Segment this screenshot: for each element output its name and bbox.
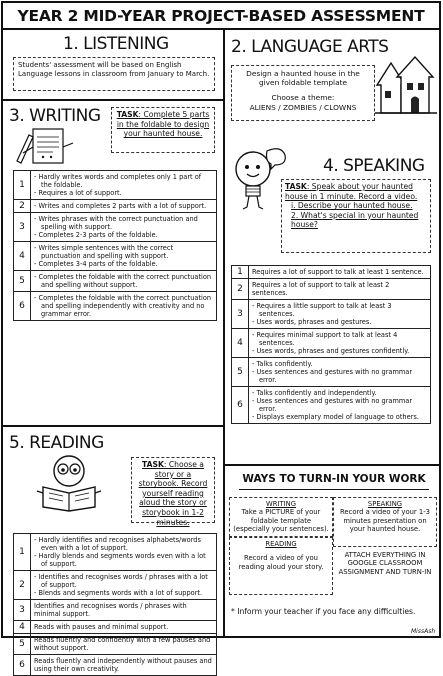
speaking-task-q1: i. Describe your haunted house. <box>291 201 413 211</box>
rubric-description <box>249 329 431 358</box>
rubric-criterion: - Requires minimal support to talk at least 4 sentences. <box>252 331 398 347</box>
rubric-criterion: Reads fluently and confidently with a few pauses and without support. <box>34 636 211 652</box>
rubric-level: 4 <box>232 329 249 358</box>
rubric-description <box>249 387 431 424</box>
rubric-criterion: - Completes 2-3 parts of the foldable. <box>34 231 158 239</box>
reading-task-label: TASK <box>142 460 164 469</box>
rubric-row <box>14 271 217 292</box>
haunted-house-icon <box>375 55 437 115</box>
reading-task-text: : Choose a story or a storybook. Record yourself reading aloud the story or storybook in 1-2 minutes. <box>138 460 208 527</box>
writing-rubric <box>13 170 217 321</box>
rubric-row <box>232 279 431 300</box>
rubric-criterion: - Hardly blends and segments words even with a lot of support. <box>34 552 206 568</box>
rubric-criterion: - Hardly identifies and recognises alphabets/words even with a lot of support. <box>34 536 201 552</box>
speaking-task-label: TASK <box>285 182 307 191</box>
rubric-criterion: - Writes and completes 2 parts with a lot of support. <box>34 202 207 210</box>
rubric-criterion: - Talks confidently. <box>252 360 313 368</box>
rubric-description <box>31 634 217 655</box>
language-arts-line1: Design a haunted house in the given foldable template <box>246 69 360 88</box>
rubric-criterion: Reads with pauses and minimal support. <box>34 623 169 631</box>
rubric-criterion: - Uses words, phrases and gestures confidently. <box>252 347 410 355</box>
rubric-description <box>31 292 217 321</box>
rubric-row <box>14 534 217 571</box>
ways-note: * Inform your teacher if you face any difficulties. <box>231 607 416 616</box>
writing-task-text: : Complete 5 parts in the foldable to design your haunted house. <box>116 110 210 139</box>
rubric-row <box>232 387 431 424</box>
speaking-task-text: : Speak about your haunted house in 1 minute. Record a video. <box>285 182 418 201</box>
rubric-description <box>249 266 431 279</box>
divider-speaking <box>223 464 439 466</box>
rubric-description <box>249 279 431 300</box>
speaking-rubric <box>231 265 431 424</box>
page-title: YEAR 2 MID-YEAR PROJECT-BASED ASSESSMENT <box>3 3 439 30</box>
divider-main <box>223 99 225 466</box>
rubric-description <box>249 300 431 329</box>
rubric-level: 3 <box>14 213 31 242</box>
rubric-criterion: - Uses words, phrases and gestures. <box>252 318 372 326</box>
rubric-row <box>14 171 217 200</box>
divider-lower <box>223 425 225 636</box>
reading-title: 5. READING <box>9 433 104 453</box>
rubric-level: 2 <box>14 571 31 600</box>
rubric-criterion: - Completes the foldable with the correct punctuation and spelling without support. <box>34 273 212 289</box>
rubric-level: 2 <box>232 279 249 300</box>
rubric-description <box>31 200 217 213</box>
rubric-row <box>14 600 217 621</box>
reading-rubric <box>13 533 217 676</box>
rubric-row <box>232 300 431 329</box>
rubric-row <box>14 655 217 676</box>
writing-title: 3. WRITING <box>9 106 101 126</box>
rubric-description <box>31 655 217 676</box>
ways-writing-box <box>229 497 333 537</box>
rubric-level: 1 <box>14 534 31 571</box>
rubric-row <box>14 571 217 600</box>
rubric-level: 4 <box>14 621 31 634</box>
rubric-criterion: - Uses sentences and gestures with no grammar error. <box>252 397 413 413</box>
language-arts-box <box>231 65 375 121</box>
language-arts-title: 2. LANGUAGE ARTS <box>231 37 389 57</box>
language-arts-themes: ALIENS / ZOMBIES / CLOWNS <box>249 102 357 112</box>
ways-reading-box <box>229 537 333 595</box>
divider-top <box>223 30 225 100</box>
rubric-criterion: Requires a lot of support to talk at least 1 sentence. <box>252 268 424 276</box>
rubric-row <box>14 242 217 271</box>
ways-reading-head: READING <box>265 540 297 548</box>
brand-signature: MissAsh <box>411 628 436 635</box>
rubric-description <box>31 242 217 271</box>
rubric-level: 5 <box>14 271 31 292</box>
rubric-criterion: - Blends and segments words with a lot of support. <box>34 589 203 597</box>
assessment-page <box>1 1 441 673</box>
listening-text: Students' assessment will be based on English Language lessons in classroom from January to March. <box>13 57 215 91</box>
rubric-description <box>31 271 217 292</box>
rubric-level: 6 <box>14 292 31 321</box>
speaking-title: 4. SPEAKING <box>323 156 425 176</box>
rubric-row <box>14 292 217 321</box>
rubric-criterion: - Writes phrases with the correct punctuation and spelling with support. <box>34 215 198 231</box>
rubric-level: 1 <box>232 266 249 279</box>
rubric-criterion: - Displays exemplary model of language to others. <box>252 413 419 421</box>
ways-attach-box <box>333 547 437 595</box>
reading-task <box>131 457 215 527</box>
rubric-row <box>232 266 431 279</box>
rubric-description <box>31 600 217 621</box>
rubric-criterion: - Requires a lot of support. <box>34 189 122 197</box>
ways-attach-text: ATTACH EVERYTHING IN GOOGLE CLASSROOM ASSIGNMENT AND TURN-IN <box>338 551 432 576</box>
ways-underline <box>239 489 429 490</box>
rubric-row <box>14 200 217 213</box>
rubric-level: 6 <box>14 655 31 676</box>
rubric-criterion: Identifies and recognises words / phrases with minimal support. <box>34 602 187 618</box>
ways-writing-head: WRITING <box>266 500 296 508</box>
rubric-description <box>31 571 217 600</box>
rubric-level: 3 <box>14 600 31 621</box>
rubric-description <box>31 213 217 242</box>
rubric-description <box>249 358 431 387</box>
rubric-criterion: - Uses sentences and gestures with no grammar error. <box>252 368 413 384</box>
rubric-level: 5 <box>232 358 249 387</box>
ways-writing-text: Take a PICTURE of your foldable template (especially your sentences). <box>233 508 329 534</box>
ways-title: WAYS TO TURN-IN YOUR WORK <box>242 473 426 485</box>
rubric-level: 3 <box>232 300 249 329</box>
rubric-level: 4 <box>14 242 31 271</box>
rubric-level: 5 <box>14 634 31 655</box>
rubric-criterion: - Requires a little support to talk at least 3 sentences. <box>252 302 392 318</box>
rubric-row <box>14 634 217 655</box>
pencil-paper-character-icon <box>13 127 77 167</box>
ways-reading-text: Record a video of you reading aloud your story. <box>238 554 324 571</box>
rubric-row <box>232 329 431 358</box>
reading-character-icon <box>23 455 115 511</box>
rubric-criterion: - Talks confidently and independently. <box>252 389 377 397</box>
rubric-description <box>31 171 217 200</box>
language-arts-line2: Choose a theme: <box>271 93 335 103</box>
speaking-task <box>281 179 431 253</box>
rubric-criterion: Reads fluently and independently without pauses and using their own creativity. <box>34 657 212 673</box>
ways-speaking-text: Record a video of your 1-3 minutes presentation on your haunted house. <box>340 508 430 534</box>
rubric-criterion: - Completes the foldable with the correct punctuation and spelling independently with creativity and no grammar error. <box>34 294 212 318</box>
rubric-row <box>14 621 217 634</box>
rubric-criterion: - Writes simple sentences with the correct punctuation and spelling with support. <box>34 244 174 260</box>
rubric-level: 2 <box>14 200 31 213</box>
rubric-criterion: - Completes 3-4 parts of the foldable. <box>34 260 158 268</box>
ways-speaking-box <box>333 497 437 547</box>
rubric-level: 6 <box>232 387 249 424</box>
ways-speaking-head: SPEAKING <box>367 500 403 508</box>
writing-task <box>111 107 215 153</box>
rubric-description <box>31 534 217 571</box>
divider-listening <box>3 99 225 101</box>
rubric-description <box>31 621 217 634</box>
divider-writing <box>3 425 225 427</box>
rubric-row <box>232 358 431 387</box>
rubric-level: 1 <box>14 171 31 200</box>
rubric-criterion: Requires a lot of support to talk at least 2 sentences. <box>252 281 390 297</box>
rubric-criterion: - Hardly writes words and completes only 1 part of the foldable. <box>34 173 202 189</box>
writing-task-label: TASK <box>116 110 139 119</box>
listening-title: 1. LISTENING <box>63 34 169 54</box>
rubric-row <box>14 213 217 242</box>
speaking-task-q2: 2. What's special in your haunted house? <box>291 210 419 230</box>
rubric-criterion: - Identifies and recognises words / phrases with a lot of support. <box>34 573 208 589</box>
